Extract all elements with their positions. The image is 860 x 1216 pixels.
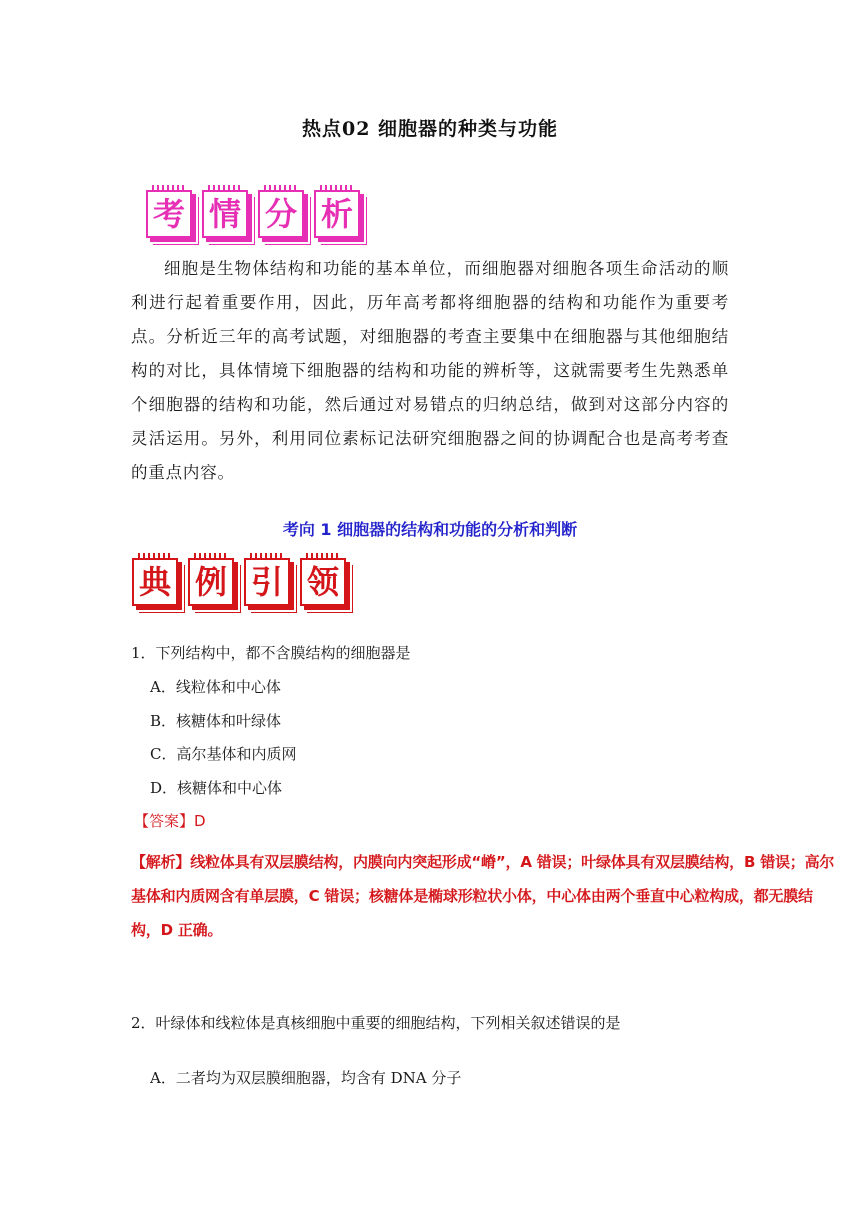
banner-tile: 例: [188, 558, 234, 606]
question-2-option-a: A．二者均为双层膜细胞器，均含有 DNA 分子: [150, 1069, 462, 1087]
exam-analysis-banner: [146, 190, 360, 238]
page-title: 热点02 细胞器的种类与功能: [301, 118, 559, 140]
question-1-stem: 1．下列结构中，都不含膜结构的细胞器是: [131, 644, 411, 662]
question-1-analysis: 【解析】线粒体具有双层膜结构，内膜向内突起形成“嵴”，A 错误；叶绿体具有双层膜结构，B 错误；高尔基体和内质网含有单层膜，C 错误；核糖体是椭球形粒状小体，中心体由两个垂直中心粒构成，都无膜结构，D 正确。: [131, 853, 835, 939]
banner-tile: 典: [132, 558, 178, 606]
banner-tile: 考: [146, 190, 192, 238]
typical-example-banner: [132, 558, 346, 606]
banner-tile: 分: [258, 190, 304, 238]
question-1-option-d: D．核糖体和中心体: [150, 779, 283, 797]
banner-tile: 引: [244, 558, 290, 606]
banner-tile: 析: [314, 190, 360, 238]
banner-tile: 情: [202, 190, 248, 238]
question-1-option-b: B．核糖体和叶绿体: [150, 712, 282, 730]
intro-paragraph: 细胞是生物体结构和功能的基本单位，而细胞器对细胞各项生命活动的顺利进行起着重要作用，因此，历年高考都将细胞器的结构和功能作为重要考点。分析近三年的高考试题，对细胞器的考查主要集中在细胞器与其他细胞结构的对比，具体情境下细胞器的结构和功能的辨析等，这就需要考生先熟悉单个细胞器的结构和功能，然后通过对易错点的归纳总结，做到对这部分内容的灵活运用。另外，利用同位素标记法研究细胞器之间的协调配合也是高考考查的重点内容。: [131, 259, 729, 482]
question-1-option-c: C．高尔基体和内质网: [150, 745, 297, 763]
question-1-option-a: A．线粒体和中心体: [150, 678, 281, 696]
banner-tile: 领: [300, 558, 346, 606]
question-1-answer: 【答案】D: [134, 812, 206, 830]
section-heading: 考向 1 细胞器的结构和功能的分析和判断: [282, 520, 578, 539]
question-2-stem: 2．叶绿体和线粒体是真核细胞中重要的细胞结构，下列相关叙述错误的是: [131, 1014, 621, 1032]
